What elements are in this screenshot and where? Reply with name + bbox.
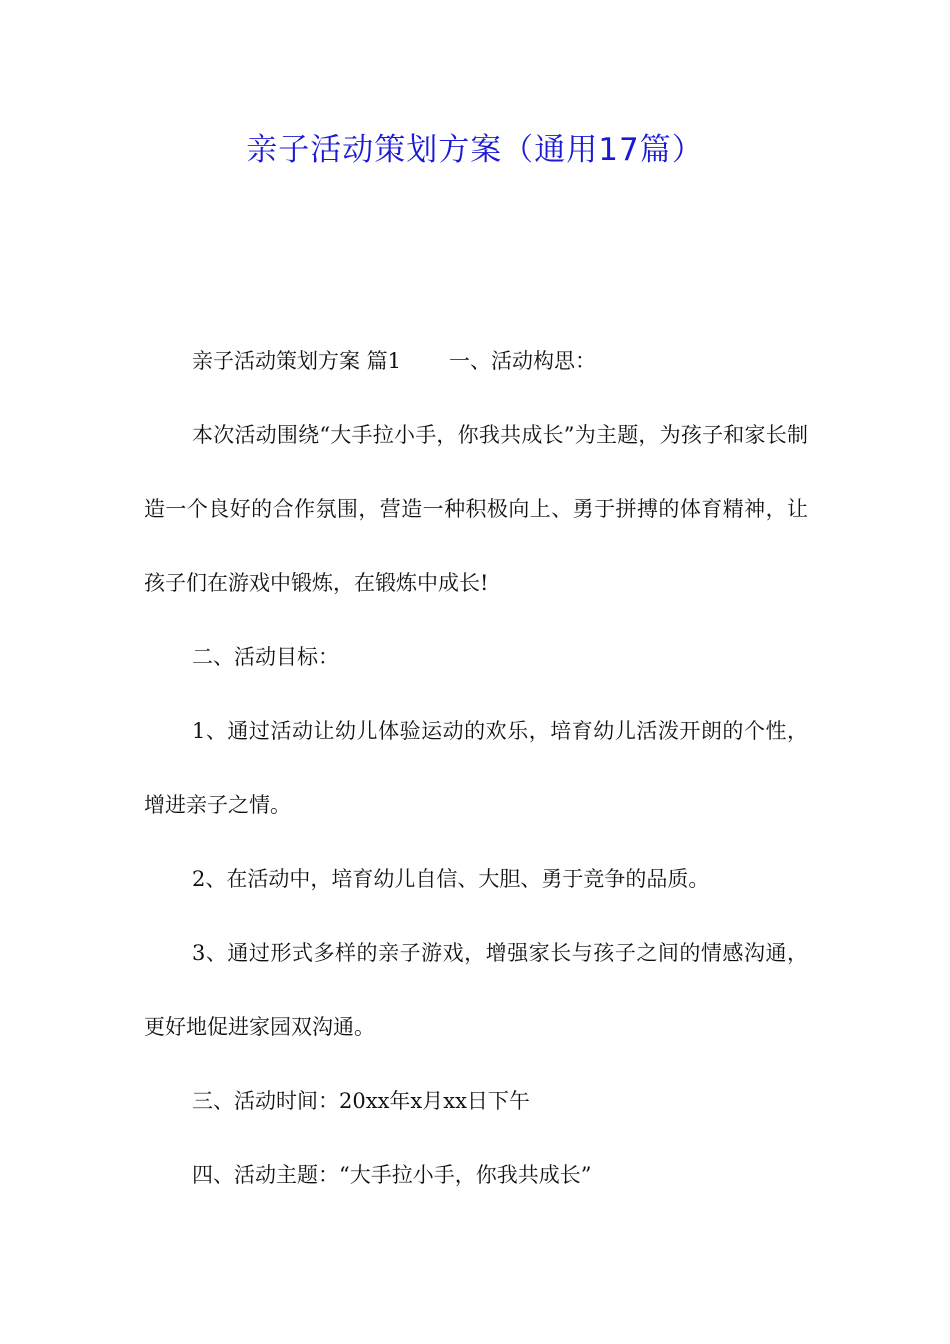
paragraph-goal-2: 2、在活动中，培育幼儿自信、大胆、勇于竞争的品质。 <box>192 867 710 891</box>
section-heading-line <box>144 324 808 398</box>
paragraph-goals-heading: 二、活动目标： <box>192 645 339 669</box>
paragraph-theme: 四、活动主题：“大手拉小手，你我共成长” <box>192 1163 592 1187</box>
paragraph-time: 三、活动时间：20xx年x月xx日下午 <box>192 1089 530 1113</box>
document-body <box>144 324 808 1212</box>
document-title: 亲子活动策划方案（通用17篇） <box>246 132 704 168</box>
paragraph-concept-body: 本次活动围绕“大手拉小手，你我共成长”为主题，为孩子和家长制造一个良好的合作氛围，营造一种积极向上、勇于拼搏的体育精神，让孩子们在游戏中锻炼，在锻炼中成长! <box>144 423 808 595</box>
section-heading: 亲子活动策划方案 篇1 <box>192 349 402 373</box>
paragraph-concept-heading: 一、活动构思： <box>449 349 597 373</box>
paragraph-goal-3: 3、通过形式多样的亲子游戏，增强家长与孩子之间的情感沟通，更好地促进家园双沟通。 <box>144 941 808 1039</box>
paragraph-goal-1: 1、通过活动让幼儿体验运动的欢乐，培育幼儿活泼开朗的个性，增进亲子之情。 <box>144 719 808 817</box>
